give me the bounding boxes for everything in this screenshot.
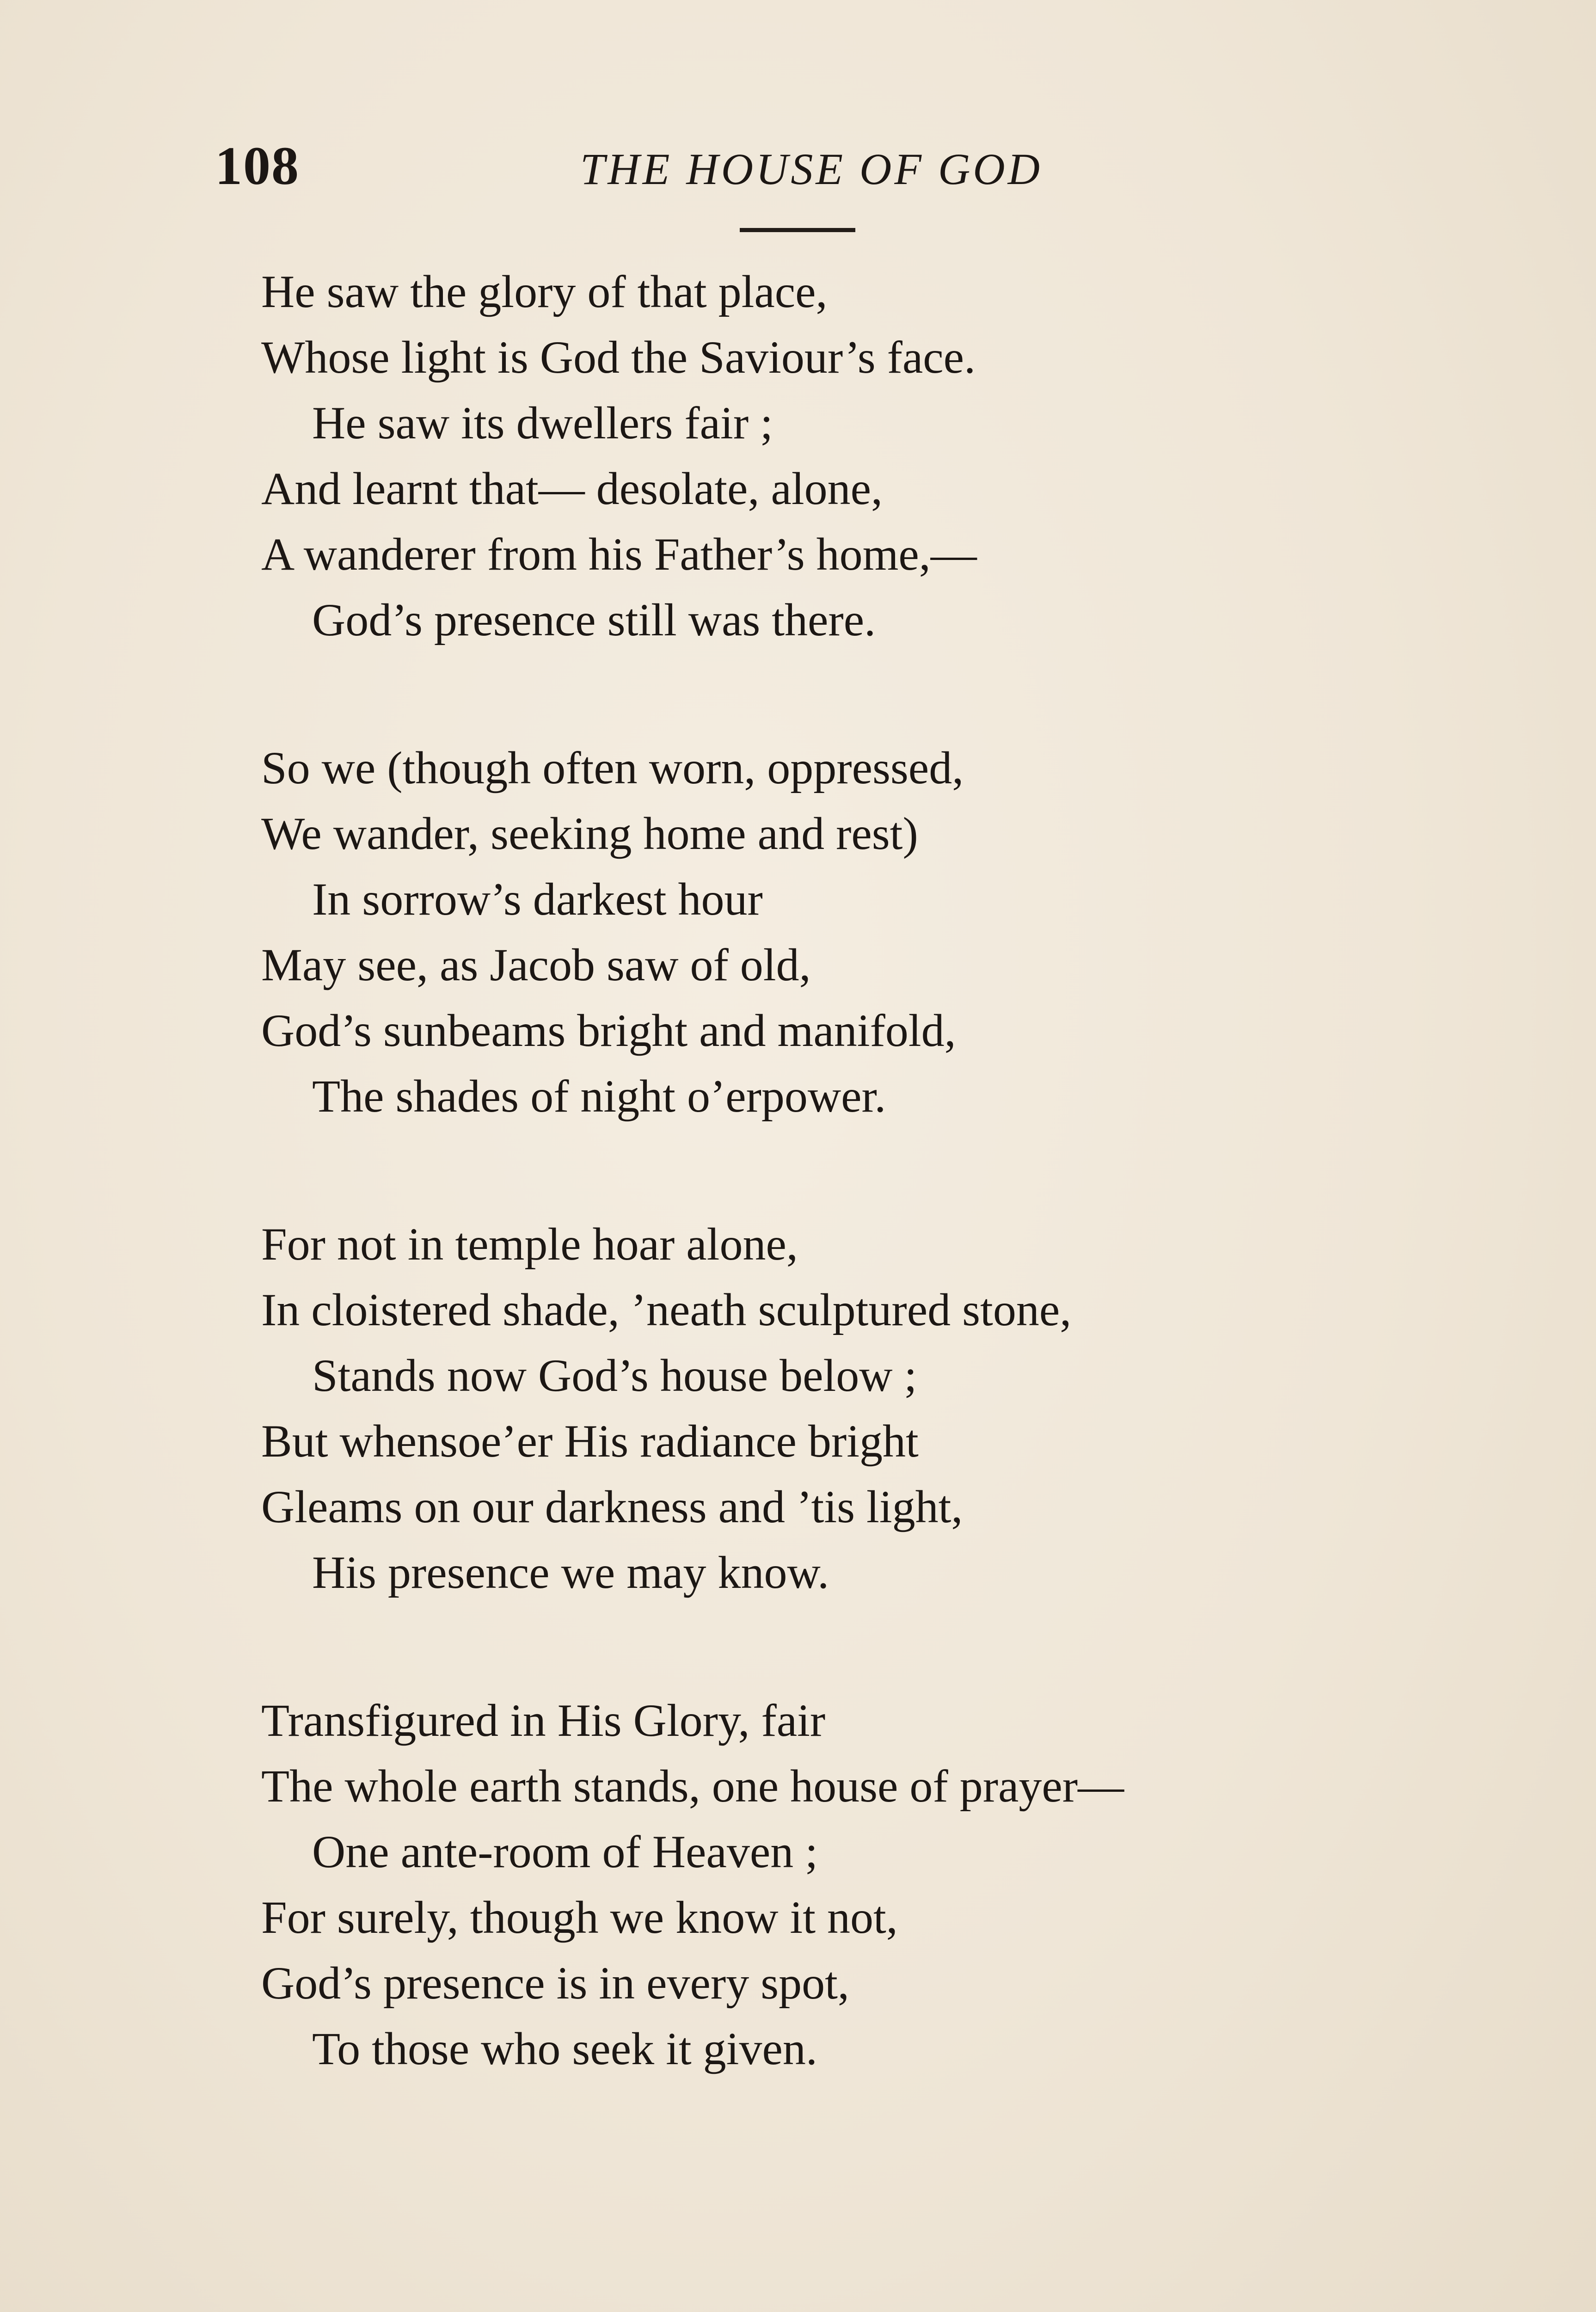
stanza-3 [261,1211,1408,1605]
poem [261,259,1408,2164]
poem-line: Gleams on our darkness and ’tis light, [261,1481,963,1532]
stanza-2 [261,735,1408,1129]
poem-line: For not in temple hoar alone, [261,1218,798,1270]
poem-line: We wander, seeking home and rest) [261,808,918,859]
poem-line: He saw the glory of that place, [261,266,828,317]
poem-line: May see, as Jacob saw of old, [261,939,811,990]
poem-line: To those who seek it given. [312,2023,817,2074]
poem-line: But whensoe’er His radiance bright [261,1415,919,1467]
poem-line: Stands now God’s house below ; [312,1350,917,1401]
poem-line: Transfigured in His Glory, fair [261,1695,826,1746]
stanza-1 [261,259,1408,653]
page-number: 108 [215,135,300,196]
poem-line: For surely, though we know it not, [261,1892,898,1943]
poem-line: So we (though often worn, oppressed, [261,742,964,793]
poem-line: He saw its dwellers fair ; [312,397,773,449]
poem-line: The shades of night o’erpower. [312,1070,886,1122]
poem-line: In sorrow’s darkest hour [312,873,763,925]
stanza-4 [261,1688,1408,2082]
poem-line: And learnt that— desolate, alone, [261,463,883,514]
poem-line: God’s presence still was there. [312,594,876,646]
poem-line: In cloistered shade, ’neath sculptured stone, [261,1284,1072,1335]
running-head: THE HOUSE OF GOD [580,144,1043,194]
poem-line: A wanderer from his Father’s home,— [261,529,977,580]
poem-line: His presence we may know. [312,1547,829,1598]
poem-line: The whole earth stands, one house of prayer— [261,1760,1124,1812]
poem-line: Whose light is God the Saviour’s face. [261,332,976,383]
poem-line: God’s sunbeams bright and manifold, [261,1005,956,1056]
poem-line: God’s presence is in every spot, [261,1957,849,2009]
head-rule [740,228,855,232]
poem-line: One ante-room of Heaven ; [312,1826,818,1877]
